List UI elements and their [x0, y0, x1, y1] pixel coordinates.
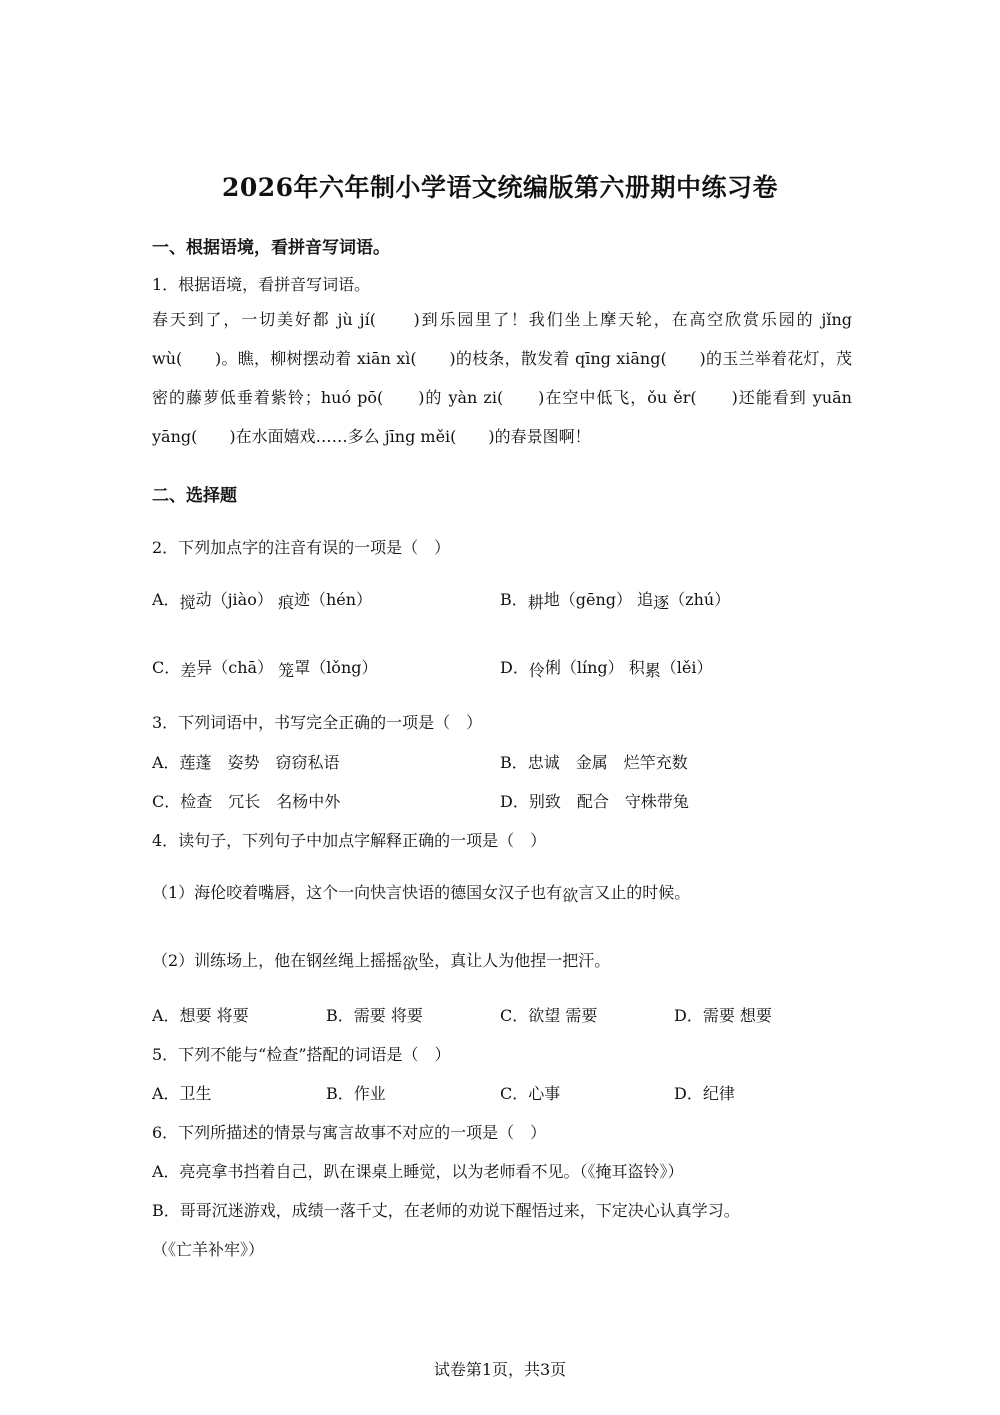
q4-option-c: C．欲望 需要: [500, 1006, 598, 1025]
dotted-char: 搅: [179, 593, 196, 612]
dotted-char: 痕: [277, 593, 294, 612]
q4-option-a: A．想要 将要: [152, 1006, 249, 1025]
dotted-char: 耕: [527, 593, 544, 612]
dotted-char: 逐: [653, 593, 670, 612]
dotted-char: 伶: [528, 661, 545, 680]
q2-option-b: B．耕地（gēng） 追逐（zhú）: [500, 590, 731, 612]
q1-text: 春天到了，一切美好都 jù jí( )到乐园里了！我们坐上摩天轮，在高空欣赏乐园的 jǐng wù( )。瞧，柳树摆动着 xiān xì( )的枝条，散发着 qīng xiāng( )的玉兰举着花灯，茂密的藤萝低垂着紫铃；huó pō( )的 yàn zi( )在空中低飞，ǒu ěr( )还能看到 yuān yāng( )在水面嬉戏……多么 jīng měi( )的春景图啊！: [152, 310, 852, 446]
q2-option-a: A．搅动（jiào） 痕迹（hén）: [152, 590, 373, 612]
page-title: 2026年六年制小学语文统编版第六册期中练习卷: [221, 173, 779, 202]
q2-stem: 2．下列加点字的注音有误的一项是（ ）: [152, 538, 451, 557]
dotted-char: 欲: [402, 954, 419, 973]
q3-option-c: C．检查 冗长 名杨中外: [152, 792, 341, 811]
dotted-char: 笼: [278, 661, 295, 680]
q6-option-b-continued: （《亡羊补牢》）: [152, 1240, 265, 1259]
q1-stem: 1．根据语境，看拼音写词语。: [152, 275, 371, 294]
q5-option-a: A．卫生: [152, 1084, 212, 1103]
q6-stem: 6．下列所描述的情景与寓言故事不对应的一项是（ ）: [152, 1123, 547, 1142]
dotted-char: 欲: [562, 886, 579, 905]
q2-option-d: D．伶俐（líng） 积累（lěi）: [500, 658, 713, 680]
q4-option-b: B．需要 将要: [326, 1006, 423, 1025]
q6-option-a: A．亮亮拿书挡着自己，趴在课桌上睡觉，以为老师看不见。（《掩耳盗铃》）: [152, 1162, 684, 1181]
q5-stem: 5．下列不能与“检查”搭配的词语是（ ）: [152, 1045, 451, 1064]
section-1-heading: 一、根据语境，看拼音写词语。: [152, 238, 390, 258]
page-footer: 试卷第1页，共3页: [433, 1360, 567, 1379]
q2-option-c: C．差异（chā） 笼罩（lǒng）: [152, 658, 378, 680]
q4-sentence-2: （2）训练场上，他在钢丝绳上摇摇欲坠，真让人为他捏一把汗。: [152, 951, 611, 973]
q3-option-a: A．莲蓬 姿势 窃窃私语: [152, 753, 340, 772]
q5-option-d: D．纪律: [674, 1084, 735, 1103]
q5-option-c: C．心事: [500, 1084, 561, 1103]
dotted-char: 差: [180, 661, 197, 680]
q3-option-d: D．别致 配合 守株带兔: [500, 792, 689, 811]
q4-sentence-1: （1）海伦咬着嘴唇，这个一向快言快语的德国女汉子也有欲言又止的时候。: [152, 883, 691, 905]
q4-option-d: D．需要 想要: [674, 1006, 772, 1025]
q5-option-b: B．作业: [326, 1084, 386, 1103]
dotted-char: 累: [644, 661, 661, 680]
section-2-heading: 二、选择题: [152, 486, 237, 506]
q4-stem: 4．读句子，下列句子中加点字解释正确的一项是（ ）: [152, 831, 547, 850]
q6-option-b: B．哥哥沉迷游戏，成绩一落千丈，在老师的劝说下醒悟过来，下定决心认真学习。: [152, 1201, 740, 1220]
q3-option-b: B．忠诚 金属 烂竿充数: [500, 753, 688, 772]
q3-stem: 3．下列词语中，书写完全正确的一项是（ ）: [152, 713, 483, 732]
